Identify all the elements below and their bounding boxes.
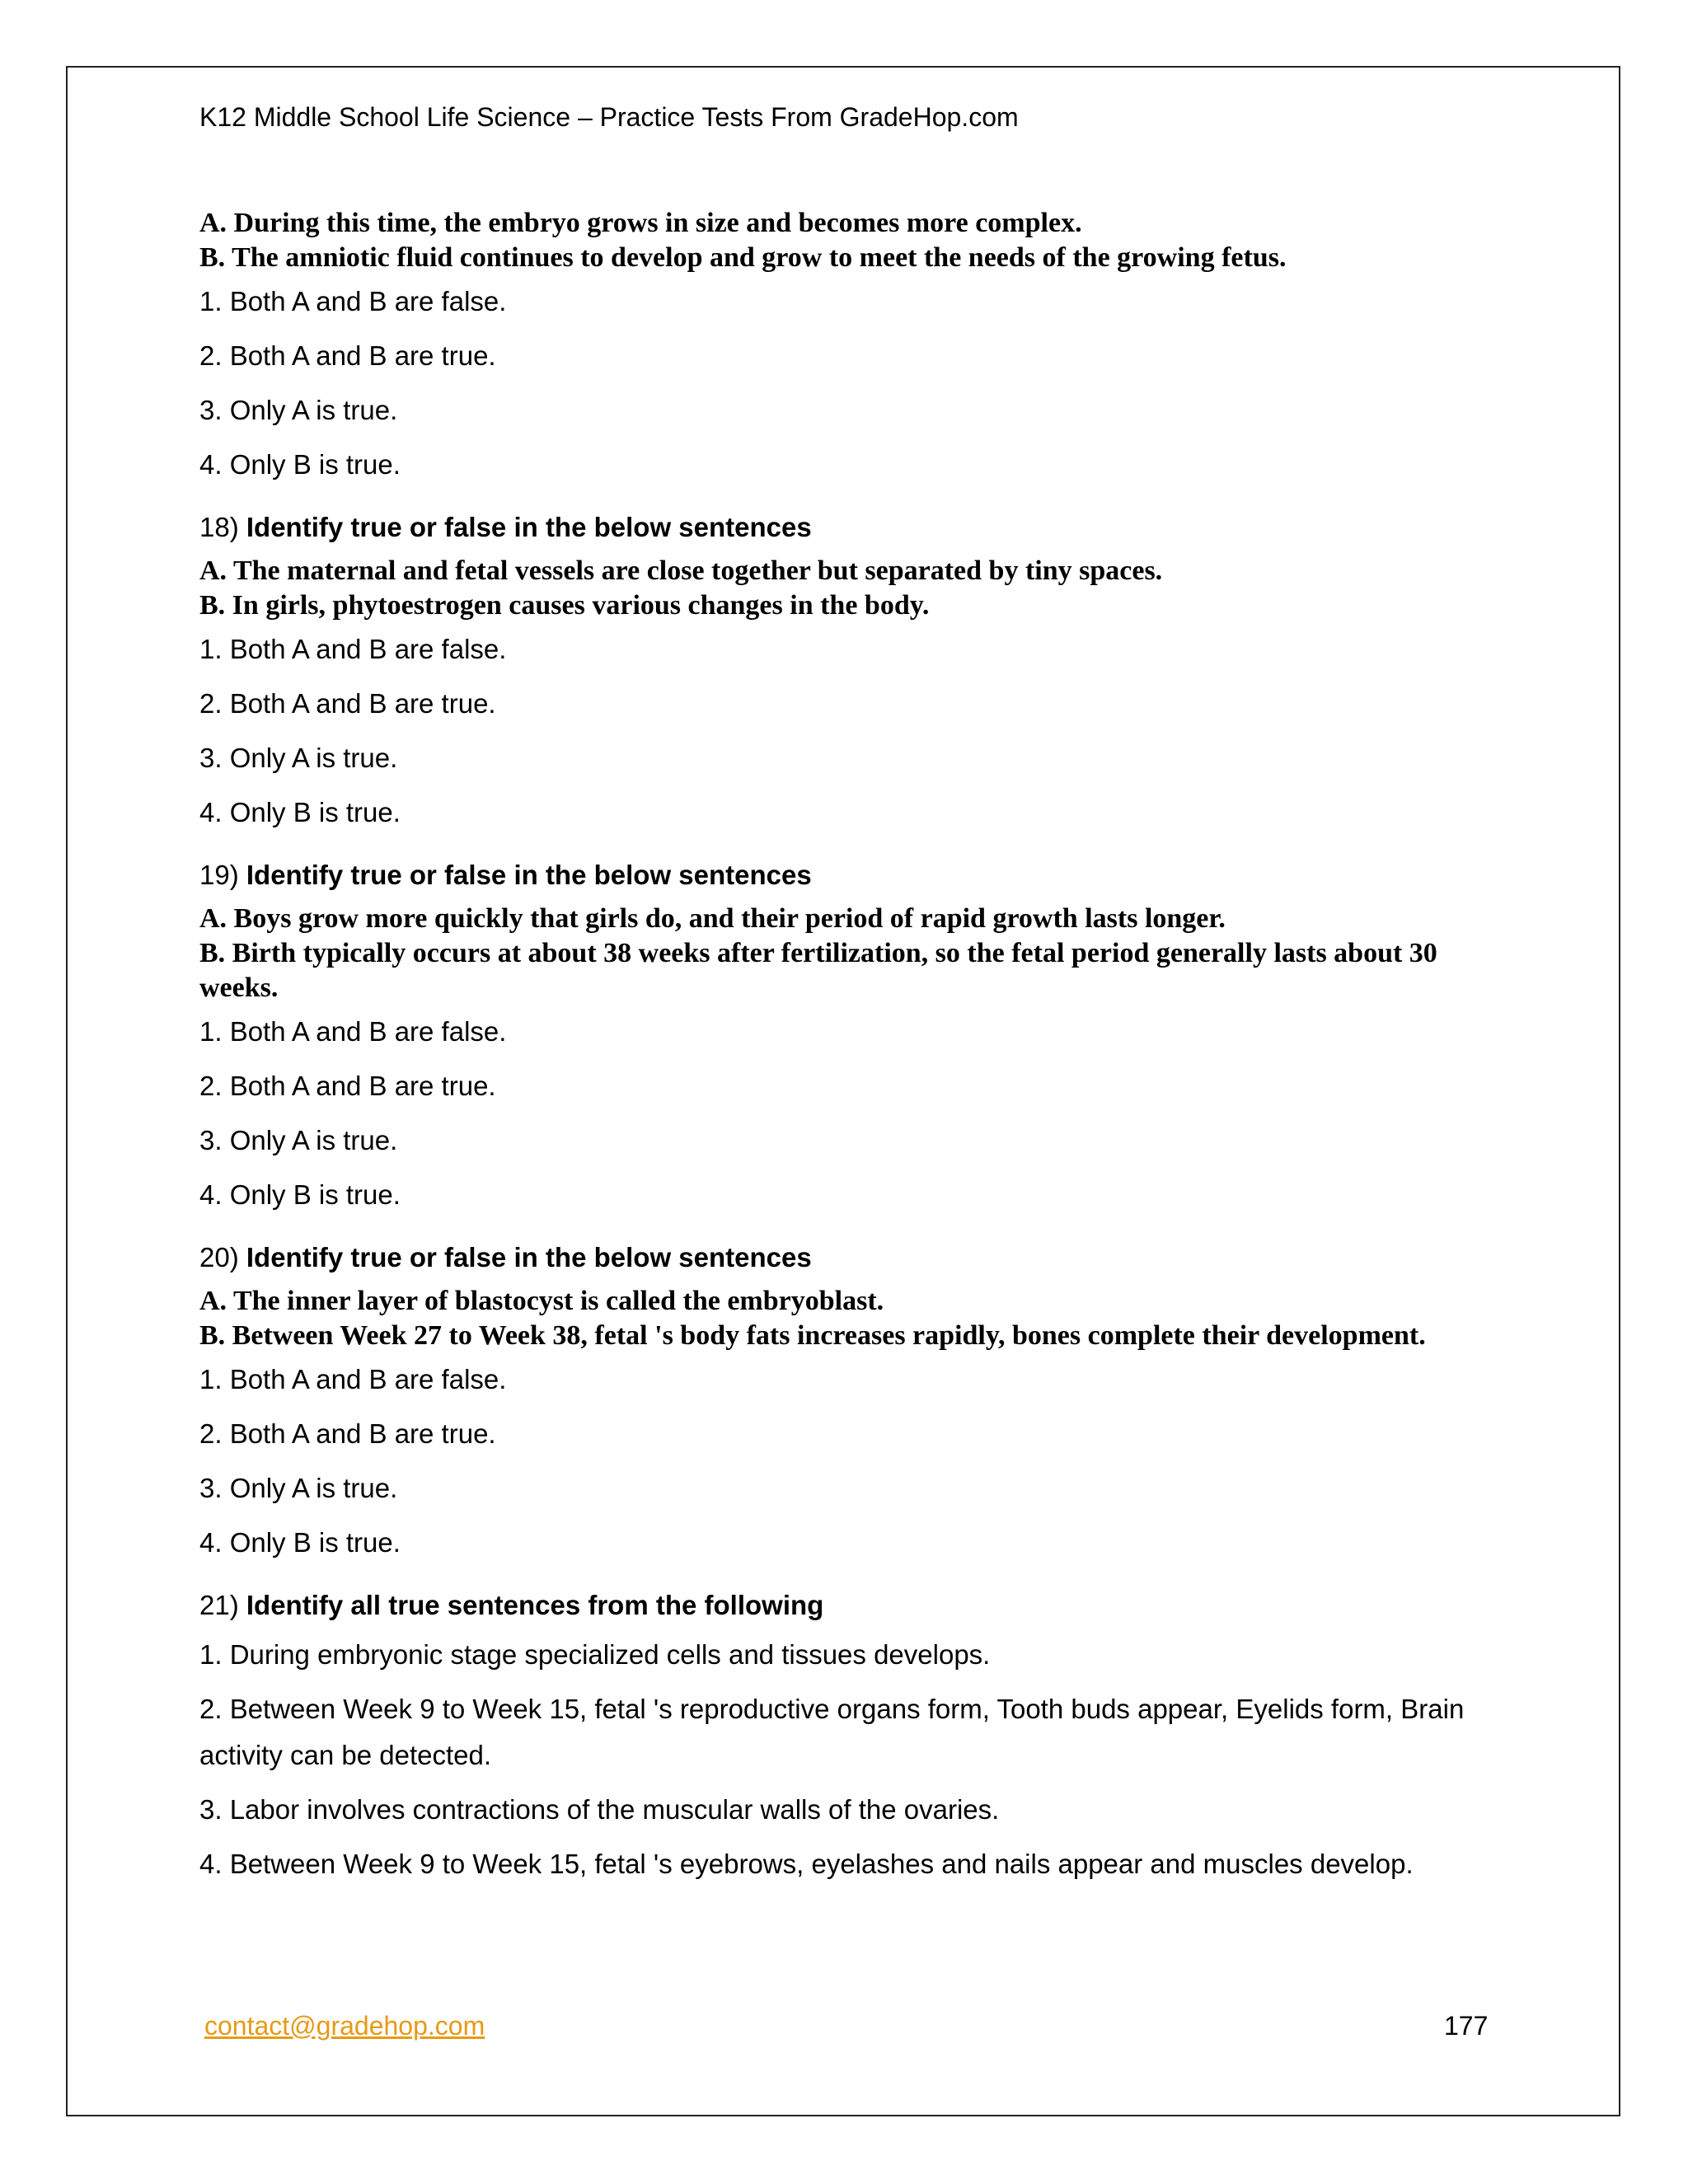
option: 3. Only A is true. — [199, 1125, 398, 1155]
statement-b: B. In girls, phytoestrogen causes various changes in the body. — [199, 590, 930, 621]
option: 1. Both A and B are false. — [199, 286, 507, 316]
q19-statements — [199, 902, 1485, 1005]
option: 3. Only A is true. — [199, 1473, 398, 1503]
question-title-19 — [199, 859, 1485, 892]
q21-options — [199, 1632, 1485, 1887]
question-prompt: Identify true or false in the below sentences — [246, 1242, 812, 1272]
statement-b: B. Birth typically occurs at about 38 weeks after fertilization, so the fetal period generally lasts about 30 weeks. — [199, 938, 1437, 1003]
question-title-21 — [199, 1589, 1485, 1622]
option: 1. Both A and B are false. — [199, 1364, 507, 1394]
question-title-20 — [199, 1241, 1485, 1274]
option: 3. Labor involves contractions of the muscular walls of the ovaries. — [199, 1794, 1000, 1825]
question-prompt: Identify true or false in the below sentences — [246, 860, 812, 890]
option: 2. Both A and B are true. — [199, 688, 496, 719]
statement-a: A. Boys grow more quickly that girls do, and their period of rapid growth lasts longer. — [199, 903, 1226, 934]
q20-options — [199, 1363, 1485, 1571]
statement-b: B. The amniotic fluid continues to develop and grow to meet the needs of the growing fetus. — [199, 242, 1287, 273]
option: 2. Both A and B are true. — [199, 340, 496, 371]
option: 3. Only A is true. — [199, 743, 398, 773]
option: 1. Both A and B are false. — [199, 1016, 507, 1047]
option: 1. During embryonic stage specialized cells and tissues develops. — [199, 1639, 991, 1670]
q19-options — [199, 1015, 1485, 1223]
option: 1. Both A and B are false. — [199, 634, 507, 664]
statement-a: A. The inner layer of blastocyst is called the embryoblast. — [199, 1286, 884, 1316]
page-content — [199, 97, 1485, 1896]
q17-options — [199, 285, 1485, 493]
option: 2. Both A and B are true. — [199, 1071, 496, 1101]
question-prompt: Identify all true sentences from the following — [246, 1590, 824, 1620]
question-title-18 — [199, 511, 1485, 544]
question-number: 19) — [199, 860, 239, 890]
statement-a: A. During this time, the embryo grows in size and becomes more complex. — [199, 208, 1082, 238]
question-prompt: Identify true or false in the below sentences — [246, 512, 812, 542]
statement-b: B. Between Week 27 to Week 38, fetal 's body fats increases rapidly, bones complete their development. — [199, 1320, 1426, 1351]
q18-statements — [199, 554, 1485, 623]
question-number: 20) — [199, 1242, 239, 1272]
statement-a: A. The maternal and fetal vessels are close together but separated by tiny spaces. — [199, 555, 1163, 586]
page-number: 177 — [1444, 2011, 1489, 2041]
q17-statements — [199, 206, 1485, 275]
option: 2. Both A and B are true. — [199, 1418, 496, 1449]
option: 4. Only B is true. — [199, 797, 401, 827]
page-header: K12 Middle School Life Science – Practice Tests From GradeHop.com — [199, 102, 1019, 132]
option: 4. Between Week 9 to Week 15, fetal 's eyebrows, eyelashes and nails appear and muscles develop. — [199, 1849, 1414, 1879]
question-number: 18) — [199, 512, 239, 542]
option: 3. Only A is true. — [199, 395, 398, 425]
question-number: 21) — [199, 1590, 239, 1620]
option: 4. Only B is true. — [199, 449, 401, 480]
option: 4. Only B is true. — [199, 1179, 401, 1210]
option: 4. Only B is true. — [199, 1527, 401, 1558]
q18-options — [199, 633, 1485, 841]
contact-email-link[interactable]: contact@gradehop.com — [204, 2011, 485, 2041]
q20-statements — [199, 1284, 1485, 1353]
option: 2. Between Week 9 to Week 15, fetal 's reproductive organs form, Tooth buds appear, Eyelids form, Brain activity can be detected. — [199, 1694, 1465, 1770]
